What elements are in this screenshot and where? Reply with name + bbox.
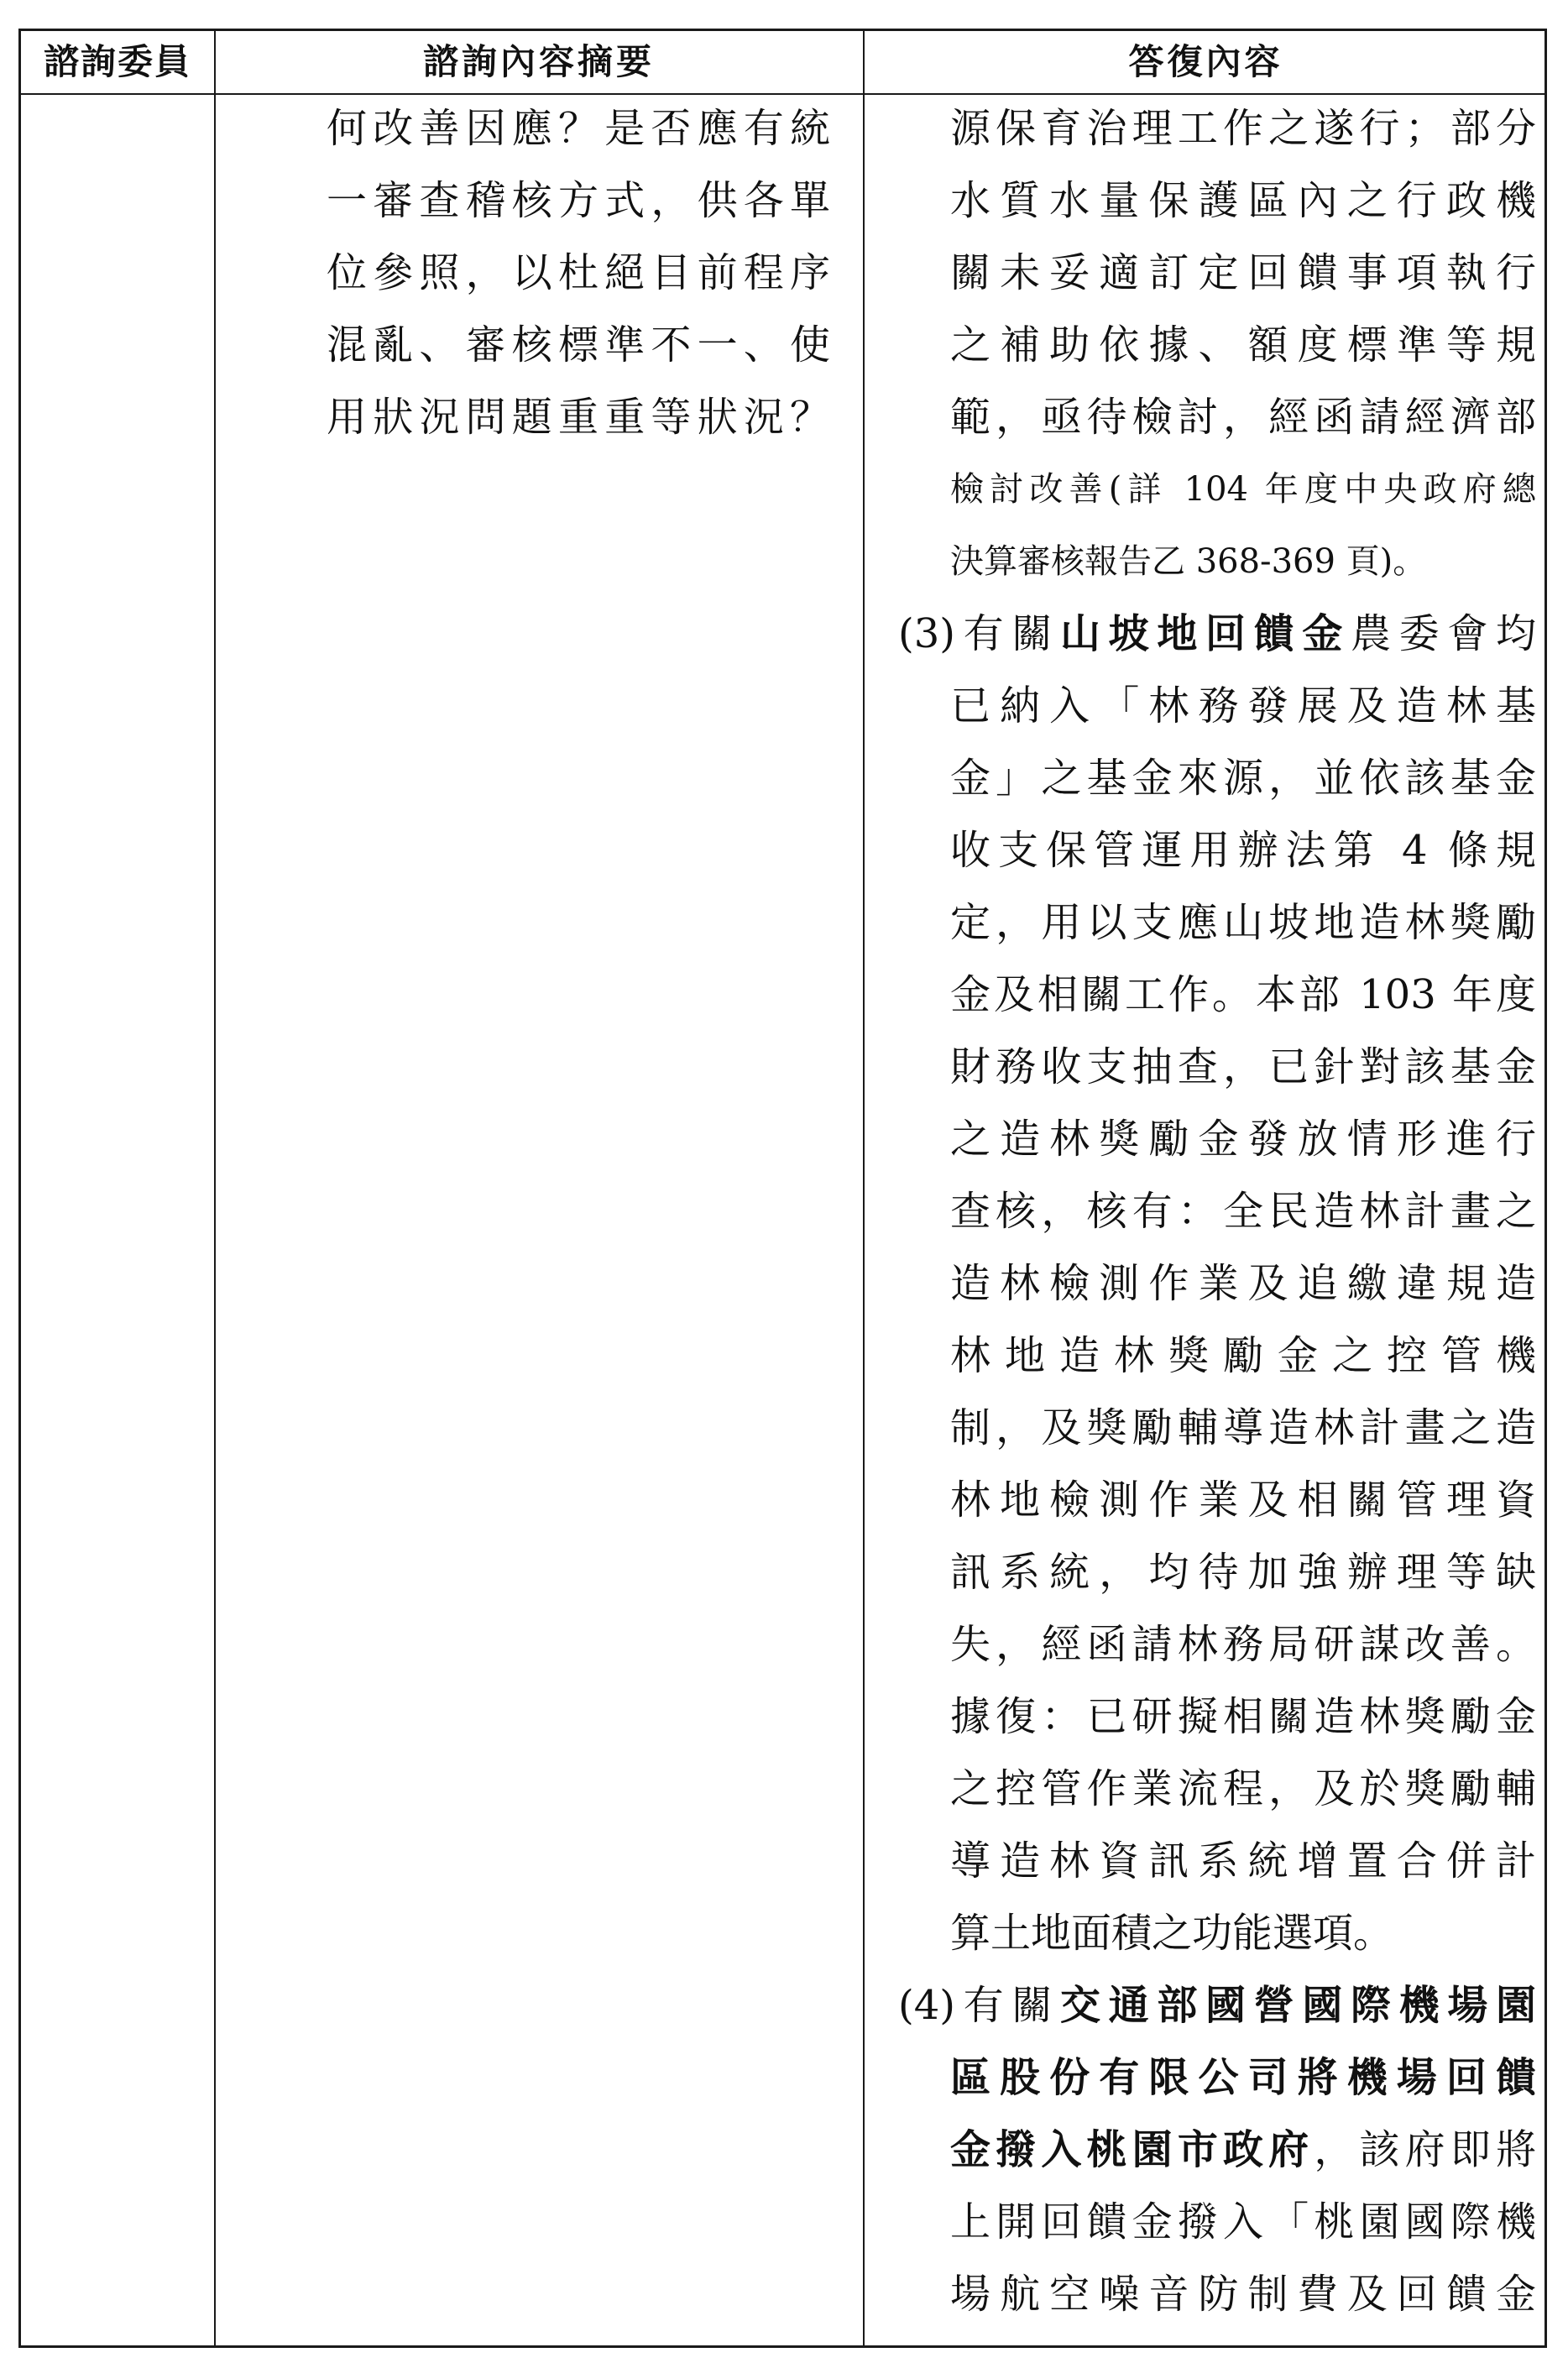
reply-line: 定，用以支應山坡地造林獎勵 xyxy=(950,899,1536,946)
item-3-rest: 農委會均 xyxy=(1351,610,1536,657)
item-4-rest: ，該府即將 xyxy=(1314,2126,1536,2173)
summary-line: 混亂、審核標準不一、使 xyxy=(327,322,830,369)
reply-line: 訊系統，均待加強辦理等缺 xyxy=(950,1549,1536,1596)
reply-line: 已納入「林務發展及造林基 xyxy=(950,682,1536,729)
reply-line: 林地檢測作業及相關管理資 xyxy=(950,1477,1536,1524)
reply-line: 場航空噪音防制費及回饋金 xyxy=(950,2271,1536,2318)
reply-line: 上開回饋金撥入「桃園國際機 xyxy=(950,2198,1536,2245)
reply-line: 決算審核報告乙 368-369 頁)。 xyxy=(950,542,1427,581)
reply-item-4-lead xyxy=(898,1969,1536,2041)
reply-line: 林地造林獎勵金之控管機 xyxy=(950,1332,1536,1379)
item-4-bold-continued: 區股份有限公司將機場回饋 xyxy=(950,2054,1536,2101)
summary-line: 一審查稽核方式，供各單 xyxy=(327,177,830,224)
reply-line: 之造林獎勵金發放情形進行 xyxy=(950,1116,1536,1163)
reply-line: 失，經函請林務局研謀改善。 xyxy=(950,1621,1536,1668)
reply-line: 財務收支抽查，已針對該基金 xyxy=(950,1043,1536,1090)
header-consultation-summary: 諮詢內容摘要 xyxy=(422,41,655,82)
reply-line: 算土地面積之功能選項。 xyxy=(950,1910,1394,1957)
summary-line: 用狀況問題重重等狀況？ xyxy=(327,394,830,441)
header-consultant: 諮詢委員 xyxy=(43,41,191,82)
item-4-bold-subject: 交通部國營國際機場園 xyxy=(1060,1982,1536,2029)
reply-line: 制，及獎勵輔導造林計畫之造 xyxy=(950,1404,1536,1451)
summary-line: 位參照，以杜絕目前程序 xyxy=(327,249,830,296)
reply-line-bold xyxy=(950,2041,1536,2114)
item-4-prefix: (4)有關 xyxy=(898,1982,1060,2029)
reply-item-3-lead xyxy=(898,598,1536,670)
reply-line-mixed xyxy=(950,2114,1536,2186)
header-reply-content: 答復內容 xyxy=(1128,41,1283,82)
reply-line: 導造林資訊系統增置合併計 xyxy=(950,1838,1536,1885)
reply-line: 水質水量保護區內之行政機 xyxy=(950,177,1536,224)
reply-line: 收支保管運用辦法第 4 條規 xyxy=(950,827,1536,874)
summary-line: 何改善因應？是否應有統 xyxy=(327,105,830,152)
reply-line: 查核，核有：全民造林計畫之 xyxy=(950,1188,1536,1235)
reply-line: 關未妥適訂定回饋事項執行 xyxy=(950,249,1536,296)
reply-line: 金」之基金來源，並依該基金 xyxy=(950,755,1536,802)
document-table xyxy=(18,29,1547,2348)
reply-line: 之補助依據、額度標準等規 xyxy=(950,322,1536,369)
reply-line: 金及相關工作。本部 103 年度 xyxy=(950,971,1536,1018)
item-4-bold-end: 金撥入桃園市政府 xyxy=(950,2126,1315,2173)
item-3-bold-subject: 山坡地回饋金 xyxy=(1060,610,1351,657)
reply-line: 範，亟待檢討，經函請經濟部 xyxy=(950,394,1536,441)
reply-cell xyxy=(865,95,1547,2345)
summary-cell xyxy=(216,95,862,2345)
item-3-prefix: (3)有關 xyxy=(898,610,1060,657)
reply-line: 源保育治理工作之遂行；部分 xyxy=(950,105,1536,152)
reply-line: 據復：已研擬相關造林獎勵金 xyxy=(950,1693,1536,1740)
reply-line: 造林檢測作業及追繳違規造 xyxy=(950,1260,1536,1307)
reply-line: 之控管作業流程，及於獎勵輔 xyxy=(950,1765,1536,1812)
reply-line: 檢討改善(詳 104 年度中央政府總 xyxy=(950,470,1536,509)
